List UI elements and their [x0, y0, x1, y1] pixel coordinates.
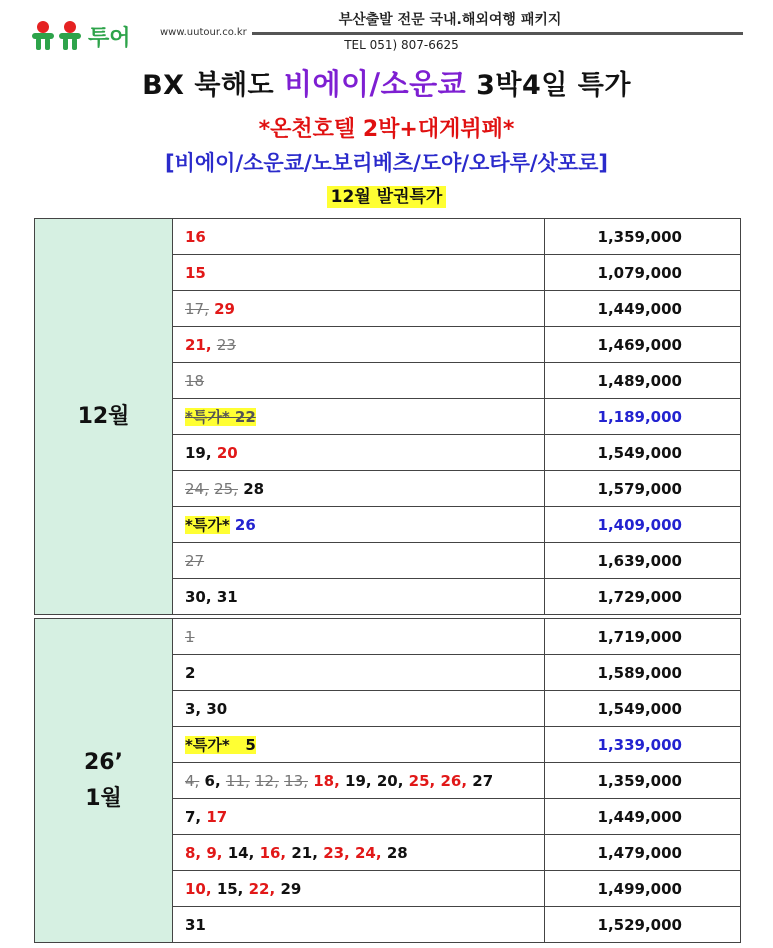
departure-dates-cell [173, 619, 545, 655]
departure-date: 30 [206, 699, 228, 718]
departure-dates-cell [173, 799, 545, 835]
price-cell: 1,549,000 [545, 435, 741, 471]
price-cell: 1,449,000 [545, 799, 741, 835]
departure-dates-cell [173, 835, 545, 871]
price-cell: 1,549,000 [545, 691, 741, 727]
departure-date: 14, [227, 843, 255, 862]
departure-date: *특가* 5 [185, 736, 256, 754]
departure-date: 10, [185, 879, 212, 898]
month-label: 26’ [84, 749, 123, 775]
departure-date: 18 [185, 371, 205, 390]
departure-date: 16, [259, 843, 287, 862]
departure-date: 15 [185, 263, 206, 282]
departure-date: 15, [216, 879, 244, 898]
departure-date: 28 [386, 843, 408, 862]
month-label: 1월 [85, 785, 122, 811]
departure-dates-cell [173, 507, 545, 543]
departure-dates-cell [173, 655, 545, 691]
departure-date: 6, [204, 771, 221, 790]
departure-dates-cell [173, 255, 545, 291]
price-cell: 1,449,000 [545, 291, 741, 327]
title-suffix: 3박4일 특가 [476, 70, 631, 101]
subtitle-route: [비에이/소운쿄/노보리베츠/도야/오타루/삿포로] [165, 151, 608, 175]
departure-date: 17, [185, 299, 209, 318]
departure-date: 4, [185, 771, 200, 790]
departure-date: 17 [206, 807, 228, 826]
departure-date: 29 [280, 879, 302, 898]
departure-dates-cell [173, 763, 545, 799]
departure-date: 26 [234, 516, 256, 534]
title-highlight: 비에이/소운쿄 [284, 67, 467, 101]
departure-dates-cell [173, 399, 545, 435]
departure-dates-cell [173, 471, 545, 507]
departure-date: 21, [291, 843, 318, 862]
departure-dates-cell [173, 871, 545, 907]
month-cell [35, 619, 173, 943]
price-cell: 1,499,000 [545, 871, 741, 907]
price-cell: 1,079,000 [545, 255, 741, 291]
departure-dates-cell [173, 219, 545, 255]
price-cell: 1,729,000 [545, 579, 741, 615]
tel-number: 051) 807-6625 [369, 38, 459, 52]
departure-dates-cell [173, 907, 545, 943]
departure-date: 7, [185, 807, 202, 826]
departure-dates-cell [173, 543, 545, 579]
departure-date: 25, [214, 479, 238, 498]
price-cell: 1,579,000 [545, 471, 741, 507]
company-tagline: 부산출발 전문 국내.해외여행 패키지 [338, 12, 562, 28]
departure-dates-cell [173, 363, 545, 399]
departure-date: 12, [255, 771, 279, 790]
departure-date: 23, [323, 843, 350, 862]
departure-date: 2 [185, 663, 196, 682]
departure-dates-cell [173, 579, 545, 615]
departure-dates-cell [173, 327, 545, 363]
table-row [35, 619, 741, 655]
price-cell: 1,479,000 [545, 835, 741, 871]
departure-date: 19, [345, 771, 372, 790]
price-cell: 1,469,000 [545, 327, 741, 363]
departure-dates-cell [173, 435, 545, 471]
departure-date: 26, [440, 771, 468, 790]
page-title [0, 62, 773, 103]
price-cell: 1,529,000 [545, 907, 741, 943]
price-cell: 1,589,000 [545, 655, 741, 691]
departure-date: 30, [185, 587, 212, 606]
price-cell: 1,409,000 [545, 507, 741, 543]
departure-date: 27 [472, 771, 494, 790]
title-prefix: BX 북해도 [142, 70, 275, 101]
phone-line [0, 38, 773, 52]
price-table-december [34, 218, 741, 615]
departure-date: 31 [216, 587, 238, 606]
price-table-january [34, 618, 741, 943]
departure-dates-cell [173, 727, 545, 763]
departure-date: 31 [185, 915, 206, 934]
header-divider [252, 32, 743, 35]
departure-date: 1 [185, 627, 195, 646]
website-url: www.uutour.co.kr [160, 27, 247, 38]
subtitle-promo [0, 182, 773, 207]
month-label: 12월 [77, 403, 130, 429]
promo-label: 12월 발권특가 [327, 186, 447, 208]
svg-text:투어: 투어 [88, 26, 131, 51]
departure-dates-cell [173, 291, 545, 327]
departure-date: 20, [376, 771, 404, 790]
departure-date: 25, [408, 771, 436, 790]
price-cell: 1,719,000 [545, 619, 741, 655]
price-cell: 1,639,000 [545, 543, 741, 579]
departure-date: 23 [216, 335, 236, 354]
departure-date: 19, [185, 443, 212, 462]
departure-date: 16 [185, 227, 206, 246]
price-cell: 1,359,000 [545, 219, 741, 255]
price-cell: 1,339,000 [545, 727, 741, 763]
departure-date: 21, [185, 335, 212, 354]
subtitle-hotel: *온천호텔 2박+대게뷔페* [258, 117, 515, 142]
departure-date: 29 [214, 299, 235, 318]
departure-date: 18, [313, 771, 340, 790]
departure-date: 22, [248, 879, 276, 898]
departure-date: 28 [243, 479, 265, 498]
departure-date: 11, [225, 771, 250, 790]
departure-date: 24, [185, 479, 209, 498]
departure-date: 24, [355, 843, 382, 862]
price-cell: 1,489,000 [545, 363, 741, 399]
departure-dates-cell [173, 691, 545, 727]
departure-date: 3, [185, 699, 202, 718]
departure-date: *특가* [185, 516, 230, 534]
departure-date: 13, [284, 771, 308, 790]
departure-date: 8, [185, 843, 202, 862]
price-cell: 1,359,000 [545, 763, 741, 799]
tel-label: TEL [344, 38, 366, 52]
price-cell: 1,189,000 [545, 399, 741, 435]
departure-date: 20 [216, 443, 238, 462]
table-row [35, 219, 741, 255]
departure-date: 27 [185, 551, 205, 570]
departure-date: 9, [206, 843, 223, 862]
departure-date: *특가* 22 [185, 408, 256, 426]
month-cell [35, 219, 173, 615]
